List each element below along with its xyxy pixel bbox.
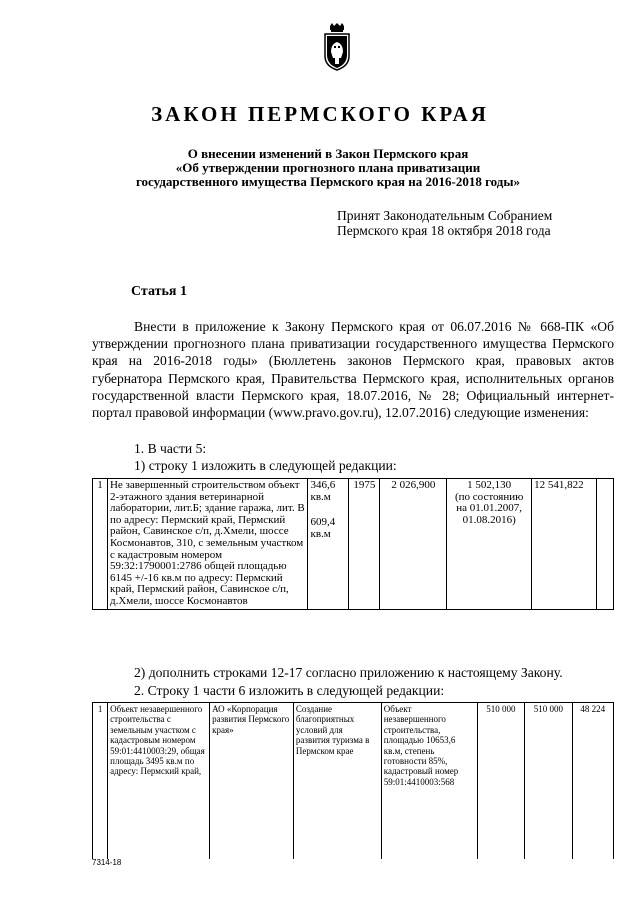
table-row	[93, 703, 614, 859]
table-row	[93, 479, 614, 610]
year-built: 1975	[349, 479, 380, 610]
row-number: 1	[93, 479, 108, 610]
row-number: 1	[93, 703, 108, 859]
object-description: Объект незавершенного строительства с земельным участком с кадастровым номером 59:01:4410003:29, общая площадь 3495 кв.м по адресу: Пермский край,	[108, 703, 210, 859]
characteristics: Объект незавершенного строительства, площадью 10653,6 кв.м, степень готовности 85%, кадастровый номер 59:01:4410003:568	[381, 703, 477, 859]
law-subtitle	[100, 147, 556, 189]
adoption-line: Принят Законодательным Собранием	[337, 208, 553, 223]
object-description: Не завершенный строительством объект 2-этажного здания ветеринарной лаборатории, лит.Б; здание гаража, лит. В по адресу: Пермский край, Пермский район, Савинское с/п, д.Хмели, шоссе Космонавтов, 310, с земельным участком с кадастровым номером 59:32:1790001:2786 общей площадью 6145 +/-16 кв.м по адресу: Пермский край, Пермский район, Савинское с/п, д.Хмели, шоссе Космонавтов	[107, 479, 308, 610]
article-heading: Статья 1	[131, 284, 187, 299]
value-2-note: (по состоянию на 01.01.2007, 01.08.2016)	[455, 490, 524, 526]
value-1: 510 000	[477, 703, 524, 859]
table-part-6-row-1	[92, 702, 614, 859]
adoption-line: Пермского края 18 октября 2018 года	[337, 223, 551, 238]
table-part-5-row-1	[92, 478, 614, 610]
item-1: 1. В части 5:	[134, 441, 207, 456]
item-1-2: 2) дополнить строками 12-17 согласно приложению к настоящему Закону.	[134, 665, 563, 680]
article-paragraph: Внести в приложение к Закону Пермского края от 06.07.2016 № 668-ПК «Об утверждении прогнозного плана приватизации государственного имущества Пермского края на 2016-2018 годы» (Бюллетень законов Пермского края, правовых актов губернатора Пермского края, Правительства Пермского края, исполнительных органов государственной власти Пермского края, 18.07.2016, № 28; Официальный интернет-портал правовой информации (www.pravo.gov.ru), 12.07.2016) следующие изменения:	[92, 319, 614, 421]
article-body	[92, 318, 614, 421]
perm-krai-coat-of-arms-icon	[322, 22, 352, 72]
law-title: ЗАКОН ПЕРМСКОГО КРАЯ	[151, 102, 489, 126]
value-3: 12 541,822	[532, 479, 597, 610]
subtitle-line: «Об утверждении прогнозного плана приватизации	[175, 160, 481, 175]
document-code: 7314-18	[92, 858, 122, 867]
item-1-1: 1) строку 1 изложить в следующей редакции:	[134, 458, 397, 473]
purpose: Создание благоприятных условий для развития туризма в Пермском крае	[293, 703, 381, 859]
value-2	[447, 479, 532, 610]
area-value: 609,4 кв.м	[310, 516, 336, 540]
value-2: 510 000	[525, 703, 572, 859]
value-2-amount: 1 502,130	[467, 479, 512, 491]
item-2: 2. Строку 1 части 6 изложить в следующей редакции:	[134, 683, 445, 698]
adoption-note	[337, 208, 597, 238]
subtitle-line: государственного имущества Пермского края на 2016-2018 годы»	[135, 174, 521, 189]
object-areas	[308, 479, 349, 610]
subtitle-line: О внесении изменений в Закон Пермского края	[187, 146, 469, 161]
empty-cell	[596, 479, 613, 610]
holder: АО «Корпорация развития Пермского края»	[210, 703, 294, 859]
value-3: 48 224	[572, 703, 613, 859]
value-1: 2 026,900	[380, 479, 447, 610]
area-value: 346,6 кв.м	[310, 479, 336, 503]
